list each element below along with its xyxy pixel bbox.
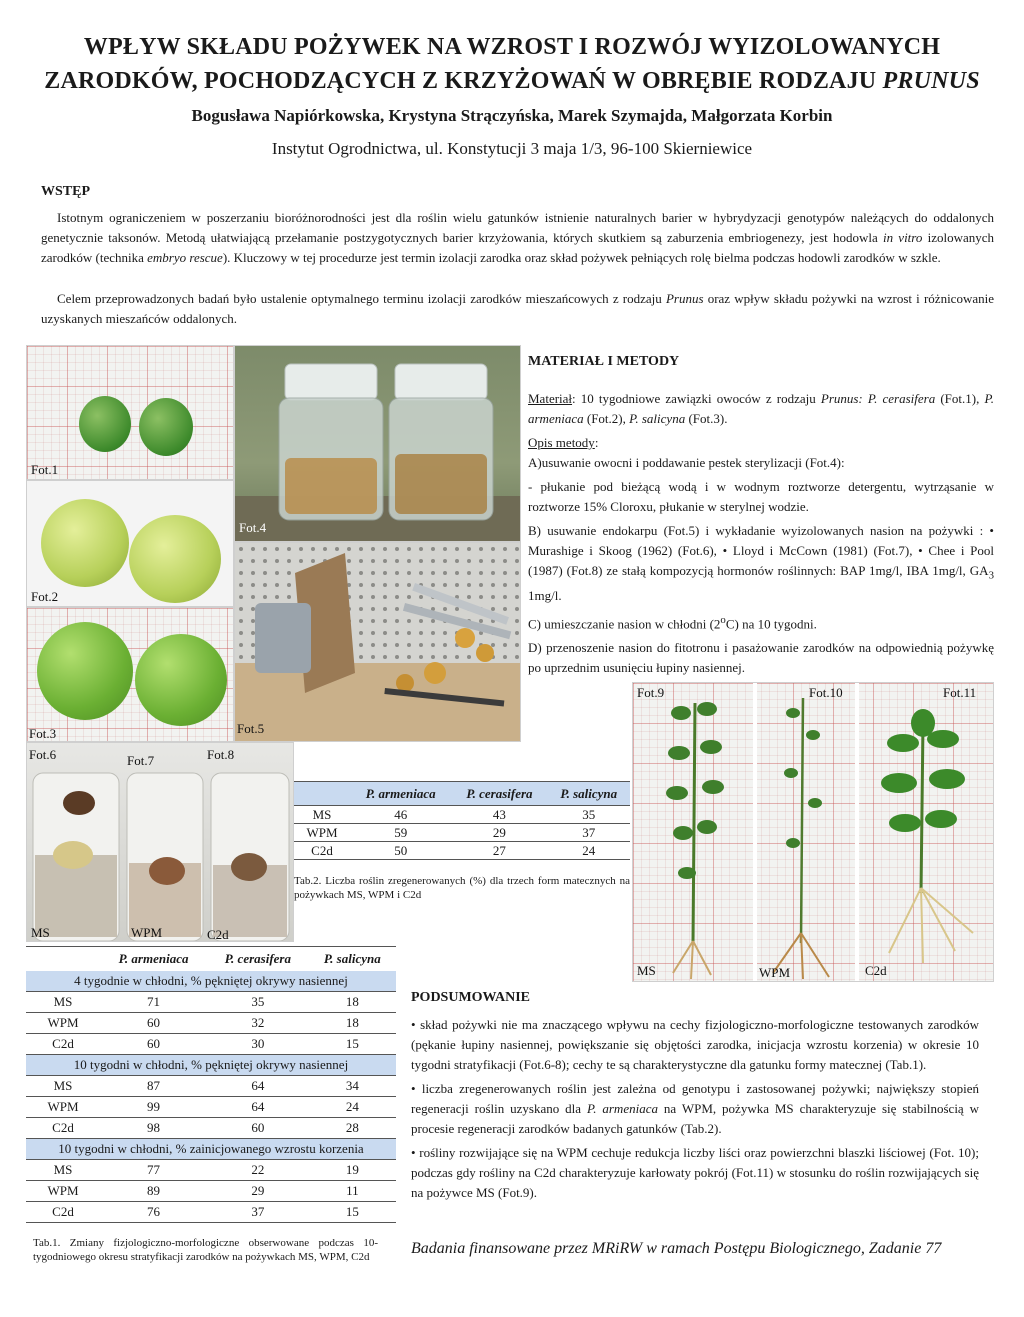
- intro-heading: WSTĘP: [41, 184, 91, 199]
- label-fot6: Fot.6: [29, 747, 57, 762]
- plants-illustration: [633, 683, 994, 982]
- table-2-corner: [294, 782, 350, 806]
- table-cell: 29: [207, 1181, 309, 1202]
- label-tube-ms: MS: [31, 925, 50, 940]
- table-row: [26, 1202, 396, 1223]
- intro-p1-text-a: Istotnym ograniczeniem w poszerzaniu bioróżnorodności jest dla roślin wielu gatunków istnienie naturalnych barier w hybrydyzacji genotypów należących do oddalonych genetycznie taksonów. Metodą ułatwiającą przełamanie postzygotycznych barier krzyżowania, których skutkiem są zaburzenia embriogenezy, jest hodowla: [41, 210, 994, 245]
- fruit-armeniaca-1: [41, 499, 129, 587]
- fruit-cerasifera-1: [79, 396, 131, 452]
- label-fot8: Fot.8: [207, 747, 235, 762]
- table-cell: 87: [100, 1076, 207, 1097]
- label-fot10: Fot.10: [809, 685, 843, 700]
- table-cell: 34: [309, 1076, 396, 1097]
- table-1-group-row: [26, 971, 396, 992]
- table-cell: 32: [207, 1013, 309, 1034]
- table-2-caption: Tab.2. Liczba roślin zregenerowanych (%) dla trzech form matecznych na pożywkach MS, WPM i C2d: [294, 875, 630, 901]
- table-2-row-label: MS: [294, 806, 350, 824]
- step-b-text: B) usuwanie endokarpu (Fot.5) i wykładanie wyizolowanych nasion na pożywki : • Murashige i Skoog (1962) (Fot.6), • Lloyd i McCown (1981) (Fot.7), • Chee i Pool (1987) (Fot.8) ze stałą kompozycją hormonów roślinnych: BAP 1mg/l, IBA 1mg/l, GA: [528, 523, 994, 578]
- table-cell: 15: [309, 1034, 396, 1055]
- label-tube-c2d: C2d: [207, 927, 229, 942]
- title-line-2: [0, 64, 1024, 98]
- table-cell: 19: [309, 1160, 396, 1181]
- table-1-row-label: C2d: [26, 1202, 100, 1223]
- table-1-col-1: P. armeniaca: [100, 947, 207, 971]
- summary-bullet-1: • skład pożywki nie ma znaczącego wpływu na cechy fizjologiczno-morfologiczne testowanych zarodków (pękanie łupiny nasiennej, powiększanie się objętości zarodka, inicjacja wzrostu korzenia) w okresie 10 tygodni stratyfikacji (Fot.6-8); cechy te są charakterystyczne dla gatunku formy matecznej (Tab.1).: [411, 1017, 979, 1072]
- table-cell: 64: [207, 1097, 309, 1118]
- table-cell: 27: [451, 842, 547, 860]
- summary-b2-text-b: na WPM, pożywka MS charakteryzuje się stabilnością w procesie regeneracji zarodków badanych gatunków (Tab.2).: [411, 1101, 979, 1136]
- table-2-row-label: WPM: [294, 824, 350, 842]
- methods-material: [528, 389, 994, 429]
- table-1-row-label: C2d: [26, 1118, 100, 1139]
- table-1-col-2: P. cerasifera: [207, 947, 309, 971]
- intro-paragraph-2: [41, 289, 994, 329]
- intro-p1-text-c: ). Kluczowy w tej procedurze jest termin izolacji zarodka oraz skład pożywek pełniących rolę bielma podczas hodowli zarodków w szkle.: [222, 250, 941, 265]
- methods-opis: [528, 433, 994, 453]
- table-row: [294, 806, 630, 824]
- table-1-group-row: [26, 1055, 396, 1076]
- table-cell: 22: [207, 1160, 309, 1181]
- intro-p1-italic-2: embryo rescue: [147, 250, 223, 265]
- table-row: [26, 1013, 396, 1034]
- table-cell: 29: [451, 824, 547, 842]
- table-1-group-row: [26, 1139, 396, 1160]
- table-cell: 76: [100, 1202, 207, 1223]
- table-1-row-label: MS: [26, 1160, 100, 1181]
- table-cell: 28: [309, 1118, 396, 1139]
- table-2: [294, 781, 630, 860]
- table-2-col-2: P. cerasifera: [451, 782, 547, 806]
- intro-p2-text-b: oraz wpływ składu pożywki na wzrost i różnicowanie uzyskanych mieszańców oddalonych.: [41, 291, 994, 326]
- label-plant-ms: MS: [637, 963, 656, 978]
- table-cell: 60: [100, 1013, 207, 1034]
- step-b-end: 1mg/l.: [528, 587, 562, 603]
- photo-fot2: [26, 480, 234, 607]
- table-cell: 24: [547, 842, 630, 860]
- table-cell: 11: [309, 1181, 396, 1202]
- table-row: [294, 824, 630, 842]
- table-cell: 37: [207, 1202, 309, 1223]
- table-cell: 60: [207, 1118, 309, 1139]
- table-cell: 43: [451, 806, 547, 824]
- table-cell: 64: [207, 1076, 309, 1097]
- table-1-group-title: 10 tygodni w chłodni, % zainicjowanego wzrostu korzenia: [26, 1139, 396, 1160]
- table-cell: 59: [350, 824, 451, 842]
- material-italic-3: P. salicyna: [629, 411, 686, 426]
- table-cell: 71: [100, 992, 207, 1013]
- table-cell: 24: [309, 1097, 396, 1118]
- summary-heading: PODSUMOWANIE: [411, 990, 531, 1005]
- methods-heading: MATERIAŁ I METODY: [528, 354, 680, 369]
- intro-p2-text-a: Celem przeprowadzonych badań było ustalenie optymalnego terminu izolacji zarodków mieszańcowych z rodzaju: [57, 291, 666, 306]
- summary-bullet-3: • rośliny rozwijające się na WPM cechuje redukcja liczby liści oraz powierzchni blaszki liściowej (Fot. 10); podczas gdy rośliny na C2d charakteryzuje karłowaty pokrój (Fot.11) w stosunku do roślin rozwijających się na pożywce MS (Fot.9).: [411, 1145, 979, 1200]
- label-fot5: Fot.5: [237, 721, 265, 736]
- summary-b2-italic: P. armeniaca: [586, 1101, 658, 1116]
- table-1: [26, 946, 396, 1223]
- table-1-group-title: 4 tygodnie w chłodni, % pękniętej okrywy nasiennej: [26, 971, 396, 992]
- material-text-d: (Fot.3).: [685, 411, 728, 426]
- intro-p1-italic-1: in vitro: [882, 230, 923, 245]
- table-cell: 50: [350, 842, 451, 860]
- table-2-header-row: [294, 782, 630, 806]
- table-row: [26, 1034, 396, 1055]
- table-1-row-label: WPM: [26, 1181, 100, 1202]
- table-1-corner: [26, 947, 100, 971]
- poster-title: [0, 30, 1024, 98]
- table-row: [26, 992, 396, 1013]
- methods-step-b: [528, 521, 994, 606]
- table-row: [26, 1076, 396, 1097]
- table-cell: 98: [100, 1118, 207, 1139]
- opis-label: Opis metody: [528, 435, 595, 450]
- title-line-2-text: ZARODKÓW, POCHODZĄCYCH Z KRZYŻOWAŃ W OBRĘBIE RODZAJU: [44, 68, 883, 94]
- step-b-sub: 3: [988, 569, 994, 582]
- fruit-salicyna-2: [135, 634, 227, 726]
- jars-illustration: [235, 346, 521, 542]
- table-1-caption: Tab.1. Zmiany fizjologiczno-morfologiczne obserwowane podczas 10- tygodniowego okresu stratyfikacji zarodków na pożywkach MS, WPM, C2d: [33, 1237, 378, 1263]
- step-c-sup: o: [720, 613, 726, 626]
- table-1-row-label: WPM: [26, 1097, 100, 1118]
- material-text-b: (Fot.1),: [935, 391, 985, 406]
- fruit-armeniaca-2: [129, 515, 221, 603]
- label-fot1: Fot.1: [31, 462, 59, 477]
- label-fot7: Fot.7: [127, 753, 155, 768]
- table-2-col-3: P. salicyna: [547, 782, 630, 806]
- table-1-row-label: MS: [26, 992, 100, 1013]
- intro-p2-italic: Prunus: [665, 291, 704, 306]
- table-1-row-label: MS: [26, 1076, 100, 1097]
- table-cell: 99: [100, 1097, 207, 1118]
- fruit-cerasifera-2: [139, 398, 193, 456]
- tools-illustration: [235, 543, 521, 742]
- table-row: [294, 842, 630, 860]
- title-genus: PRUNUS: [882, 68, 980, 94]
- label-fot4: Fot.4: [239, 520, 267, 535]
- table-cell: 18: [309, 1013, 396, 1034]
- label-plant-c2d: C2d: [865, 963, 887, 978]
- table-2-row-label: C2d: [294, 842, 350, 860]
- summary-text: [411, 1015, 979, 1203]
- institute: Instytut Ogrodnictwa, ul. Konstytucji 3 maja 1/3, 96-100 Skierniewice: [271, 139, 753, 158]
- table-cell: 60: [100, 1034, 207, 1055]
- label-tube-wpm: WPM: [131, 925, 163, 940]
- funding-note: Badania finansowane przez MRiRW w ramach Postępu Biologicznego, Zadanie 77: [411, 1240, 942, 1257]
- photo-fot3: [26, 607, 234, 742]
- step-c-text-b: C) na 10 tygodni.: [725, 615, 817, 631]
- table-1-header-row: [26, 947, 396, 971]
- label-fot2: Fot.2: [31, 589, 59, 604]
- table-1-group-title: 10 tygodni w chłodni, % pękniętej okrywy nasiennej: [26, 1055, 396, 1076]
- summary-bullet-2: [411, 1079, 979, 1139]
- label-fot9: Fot.9: [637, 685, 665, 700]
- table-cell: 18: [309, 992, 396, 1013]
- material-italic-1: Prunus: P. cerasifera: [820, 391, 936, 406]
- table-cell: 30: [207, 1034, 309, 1055]
- photo-fot6-8: [26, 742, 294, 942]
- table-1-col-3: P. salicyna: [309, 947, 396, 971]
- table-cell: 35: [207, 992, 309, 1013]
- step-c-text-a: C) umieszczanie nasion w chłodni (2: [528, 615, 721, 631]
- table-2-col-1: P. armeniaca: [350, 782, 451, 806]
- label-fot11: Fot.11: [943, 685, 977, 700]
- label-plant-wpm: WPM: [759, 965, 791, 980]
- label-fot3: Fot.3: [29, 726, 57, 741]
- table-1-row-label: WPM: [26, 1013, 100, 1034]
- table-cell: 35: [547, 806, 630, 824]
- methods-step-a2: - płukanie pod bieżącą wodą i w wodnym roztworze detergentu, wytrząsanie w roztworze 15% Cloroxu, płukanie w sterylnej wodzie.: [528, 479, 994, 514]
- table-cell: 77: [100, 1160, 207, 1181]
- methods-step-d: D) przenoszenie nasion do fitotronu i pasażowanie zarodków na odpowiednią pożywkę po uprzednim usunięciu łupiny nasiennej.: [528, 639, 994, 675]
- photo-fot5: [234, 542, 521, 742]
- table-cell: 89: [100, 1181, 207, 1202]
- table-row: [26, 1118, 396, 1139]
- photo-fot1: [26, 345, 234, 480]
- title-line-1: WPŁYW SKŁADU POŻYWEK NA WZROST I ROZWÓJ WYIZOLOWANYCH: [83, 34, 941, 60]
- material-text-c: (Fot.2),: [583, 411, 630, 426]
- table-cell: 15: [309, 1202, 396, 1223]
- table-row: [26, 1181, 396, 1202]
- photo-fot4: [234, 345, 521, 542]
- authors: Bogusława Napiórkowska, Krystyna Strączyńska, Marek Szymajda, Małgorzata Korbin: [191, 106, 833, 125]
- material-italic-2: P. armeniaca: [528, 391, 994, 426]
- material-label: Materiał: [528, 391, 573, 406]
- methods-text: [528, 389, 994, 678]
- opis-colon: :: [594, 435, 599, 450]
- table-1-row-label: C2d: [26, 1034, 100, 1055]
- table-row: [26, 1097, 396, 1118]
- intro-p1-text-b: izolowanych zarodków (technika: [41, 230, 995, 265]
- table-cell: 46: [350, 806, 451, 824]
- tubes-illustration: [27, 743, 294, 942]
- intro-paragraph-1: [41, 208, 994, 268]
- summary-b2-text-a: • liczba zregenerowanych roślin jest zależna od genotypu i zastosowanej pożywki; największy stopień regeneracji roślin uzyskano dla: [411, 1081, 979, 1116]
- methods-step-a: A)usuwanie owocni i poddawanie pestek sterylizacji (Fot.4):: [528, 455, 845, 470]
- material-text-a: : 10 tygodniowe zawiązki owoców z rodzaju: [572, 391, 821, 406]
- fruit-salicyna-1: [37, 622, 133, 720]
- table-cell: 37: [547, 824, 630, 842]
- photo-fot9-11: [632, 682, 994, 982]
- table-row: [26, 1160, 396, 1181]
- methods-step-c: [528, 610, 994, 634]
